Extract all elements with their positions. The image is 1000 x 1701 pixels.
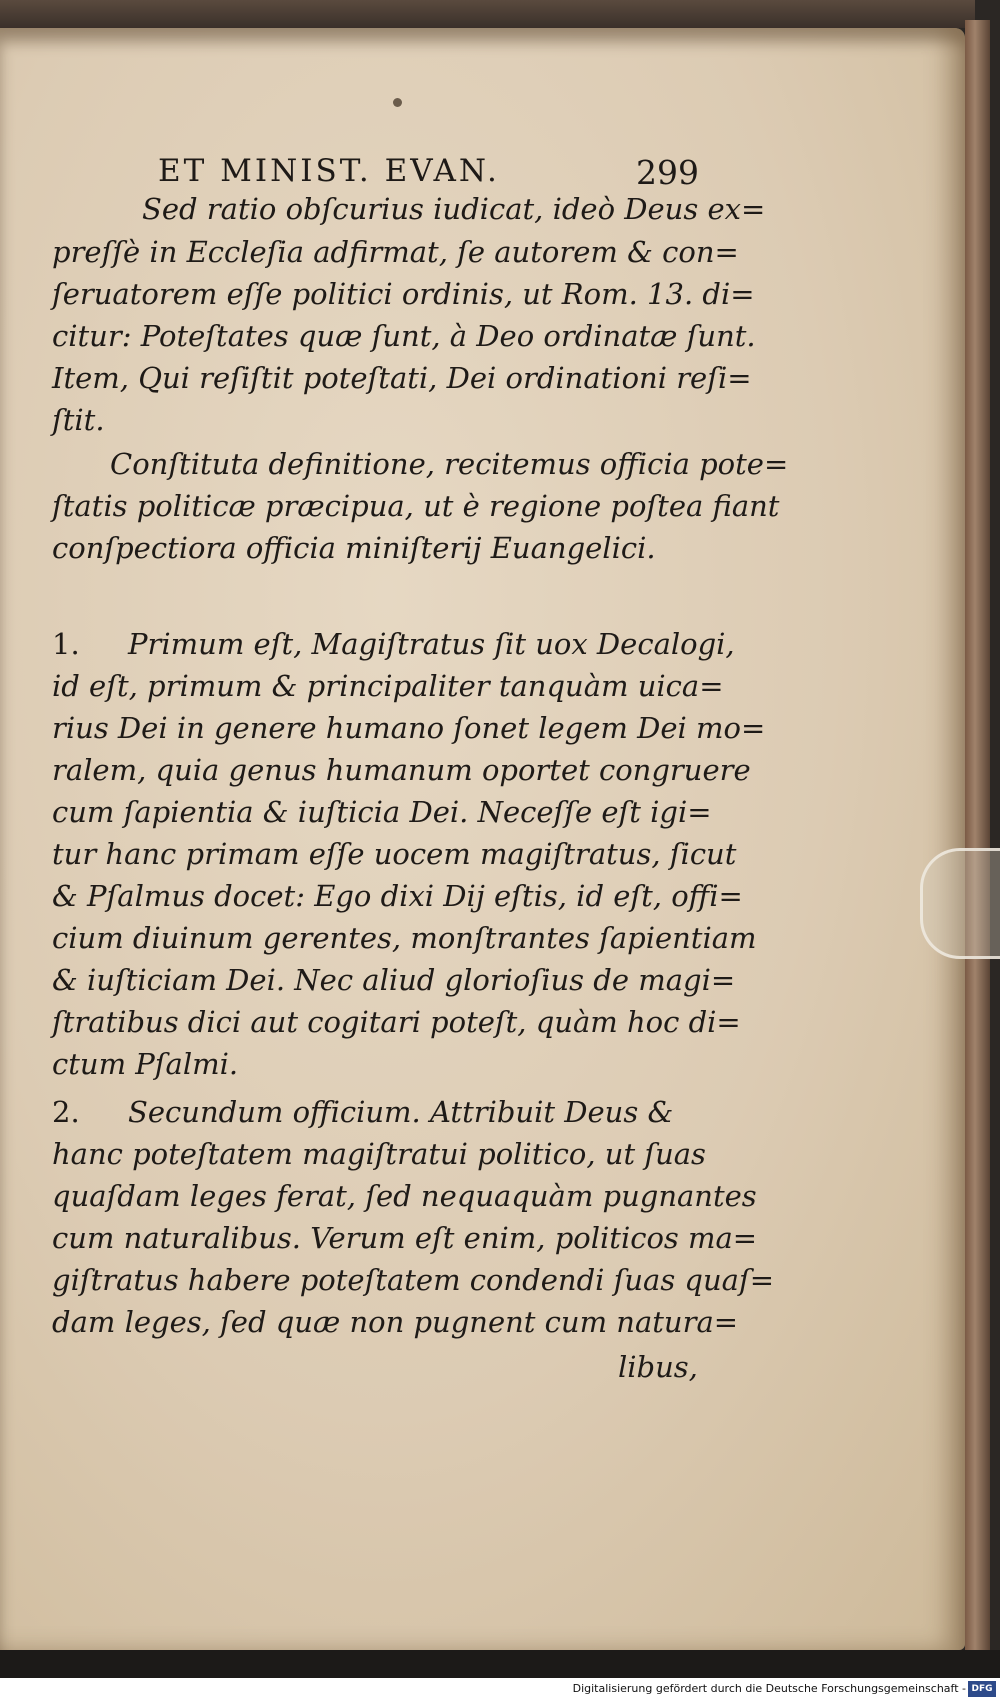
text-line: cum naturalibus. Verum eſt enim, politicos ma= [52,1221,758,1255]
text-line: quaſdam leges ferat, ſed nequaquàm pugnantes [52,1179,757,1213]
catchword: libus, [618,1350,698,1384]
text-line: ſtit. [52,403,105,437]
text-line: & Pſalmus docet: Ego dixi Dij eſtis, id eſt, offi= [52,879,743,913]
running-title: ET MINIST. EVAN. [158,153,500,189]
text-line: tur hanc primam eſſe uocem magiſtratus, ſicut [52,837,737,871]
item-number: 1. [52,627,80,661]
text-line: ctum Pſalmi. [52,1047,239,1081]
text-line: Primum eſt, Magiſtratus ſit uox Decalogi, [128,627,735,661]
text-line: citur: Poteſtates quæ ſunt, à Deo ordinatæ ſunt. [52,319,756,353]
text-line: ralem, quia genus humanum oportet congruere [52,753,751,787]
paper-fleck [393,98,402,107]
text-line: rius Dei in genere humano ſonet legem Dei mo= [52,711,766,745]
text-line: giſtratus habere poteſtatem condendi ſuas quaſ= [52,1263,774,1297]
text-line: Conſtituta definitione, recitemus officia pote= [110,447,789,481]
text-line: preſſè in Eccleſia adfirmat, ſe autorem & con= [52,235,739,269]
page-edges [965,20,990,1650]
digitization-footer [0,1678,1000,1701]
text-line: ſtratibus dici aut cogitari poteſt, quàm hoc di= [52,1005,741,1039]
text-line: hanc poteſtatem magiſtratui politico, ut ſuas [52,1137,706,1171]
item-number: 2. [52,1095,80,1129]
text-line: cum ſapientia & iuſticia Dei. Neceſſe eſt igi= [52,795,712,829]
text-line: Sed ratio obſcurius iudicat, ideò Deus ex= [142,192,766,226]
page-number: 299 [636,153,699,192]
scan-bottom-bar [0,1650,1000,1678]
text-line: Secundum officium. Attribuit Deus & [128,1095,674,1129]
text-line: cium diuinum gerentes, monſtrantes ſapientiam [52,921,757,955]
text-line: dam leges, ſed quæ non pugnent cum natura= [52,1305,739,1339]
text-line: Item, Qui reſiſtit poteſtati, Dei ordinationi reſi= [52,361,752,395]
text-line: conſpectiora officia miniſterij Euangelici. [52,531,656,565]
dfg-logo: DFG [968,1681,996,1697]
text-line: & iuſticiam Dei. Nec aliud glorioſius de magi= [52,963,736,997]
text-line: ſtatis politicæ præcipua, ut è regione poſtea fiant [52,489,780,523]
text-line: ſeruatorem eſſe politici ordinis, ut Rom. 13. di= [52,277,755,311]
text-line: id eſt, primum & principaliter tanquàm uica= [52,669,724,703]
footer-credit: Digitalisierung gefördert durch die Deutsche Forschungsgemeinschaft - [572,1682,966,1695]
